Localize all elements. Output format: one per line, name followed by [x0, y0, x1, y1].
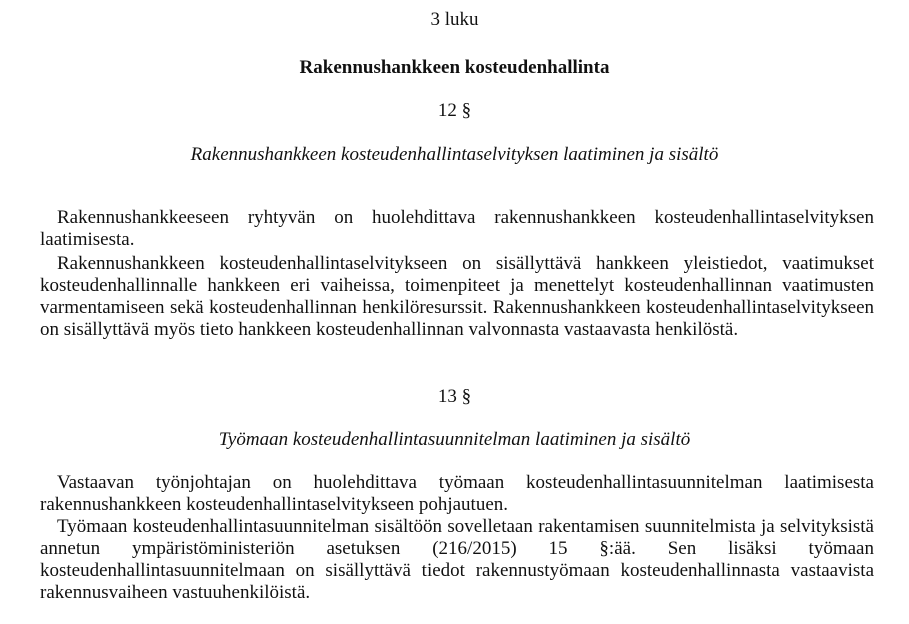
section-12-paragraph-2: Rakennushankkeen kosteudenhallintaselvitykseen on sisällyttävä hankkeen yleistiedot, vaatimukset kosteudenhallinnalle hankkeen eri vaiheissa, toimenpiteet ja menettelyt kosteudenhallinnan vaatimusten varmentamiseen sekä kosteudenhallinnan henkilöresurssit. Rakennushankkeen kosteudenhallintaselvitykseen on sisällyttävä myös tieto hankkeen kosteudenhallinnan valvonnasta vastaavasta henkilöstä.	[40, 253, 874, 340]
section-12-number: 12 §	[437, 100, 472, 121]
section-13-number: 13 §	[437, 386, 472, 407]
chapter-title: Rakennushankkeen kosteudenhallinta	[299, 57, 610, 78]
section-12-title: Rakennushankkeen kosteudenhallintaselvityksen laatiminen ja sisältö	[190, 144, 719, 165]
section-13-paragraph-2: Työmaan kosteudenhallintasuunnitelman sisältöön sovelletaan rakentamisen suunnitelmista ja selvityksistä annetun ympäristöministeriön asetuksen (216/2015) 15 §:ää. Sen lisäksi työmaan kosteudenhallintasuunnitelmaan on sisällyttävä tiedot rakennustyömaan kosteudenhallinnasta vastaavista rakennusvaiheen vastuuhenkilöistä.	[40, 516, 874, 603]
section-12-paragraph-1: Rakennushankkeeseen ryhtyvän on huolehdittava rakennushankkeen kosteudenhallintaselvityksen laatimisesta.	[40, 207, 874, 250]
section-13-title: Työmaan kosteudenhallintasuunnitelman laatiminen ja sisältö	[218, 429, 691, 450]
section-13-paragraph-1: Vastaavan työnjohtajan on huolehdittava työmaan kosteudenhallintasuunnitelman laatimisesta rakennushankkeen kosteudenhallintaselvitykseen pohjautuen.	[40, 472, 874, 515]
chapter-number: 3 luku	[430, 9, 479, 30]
